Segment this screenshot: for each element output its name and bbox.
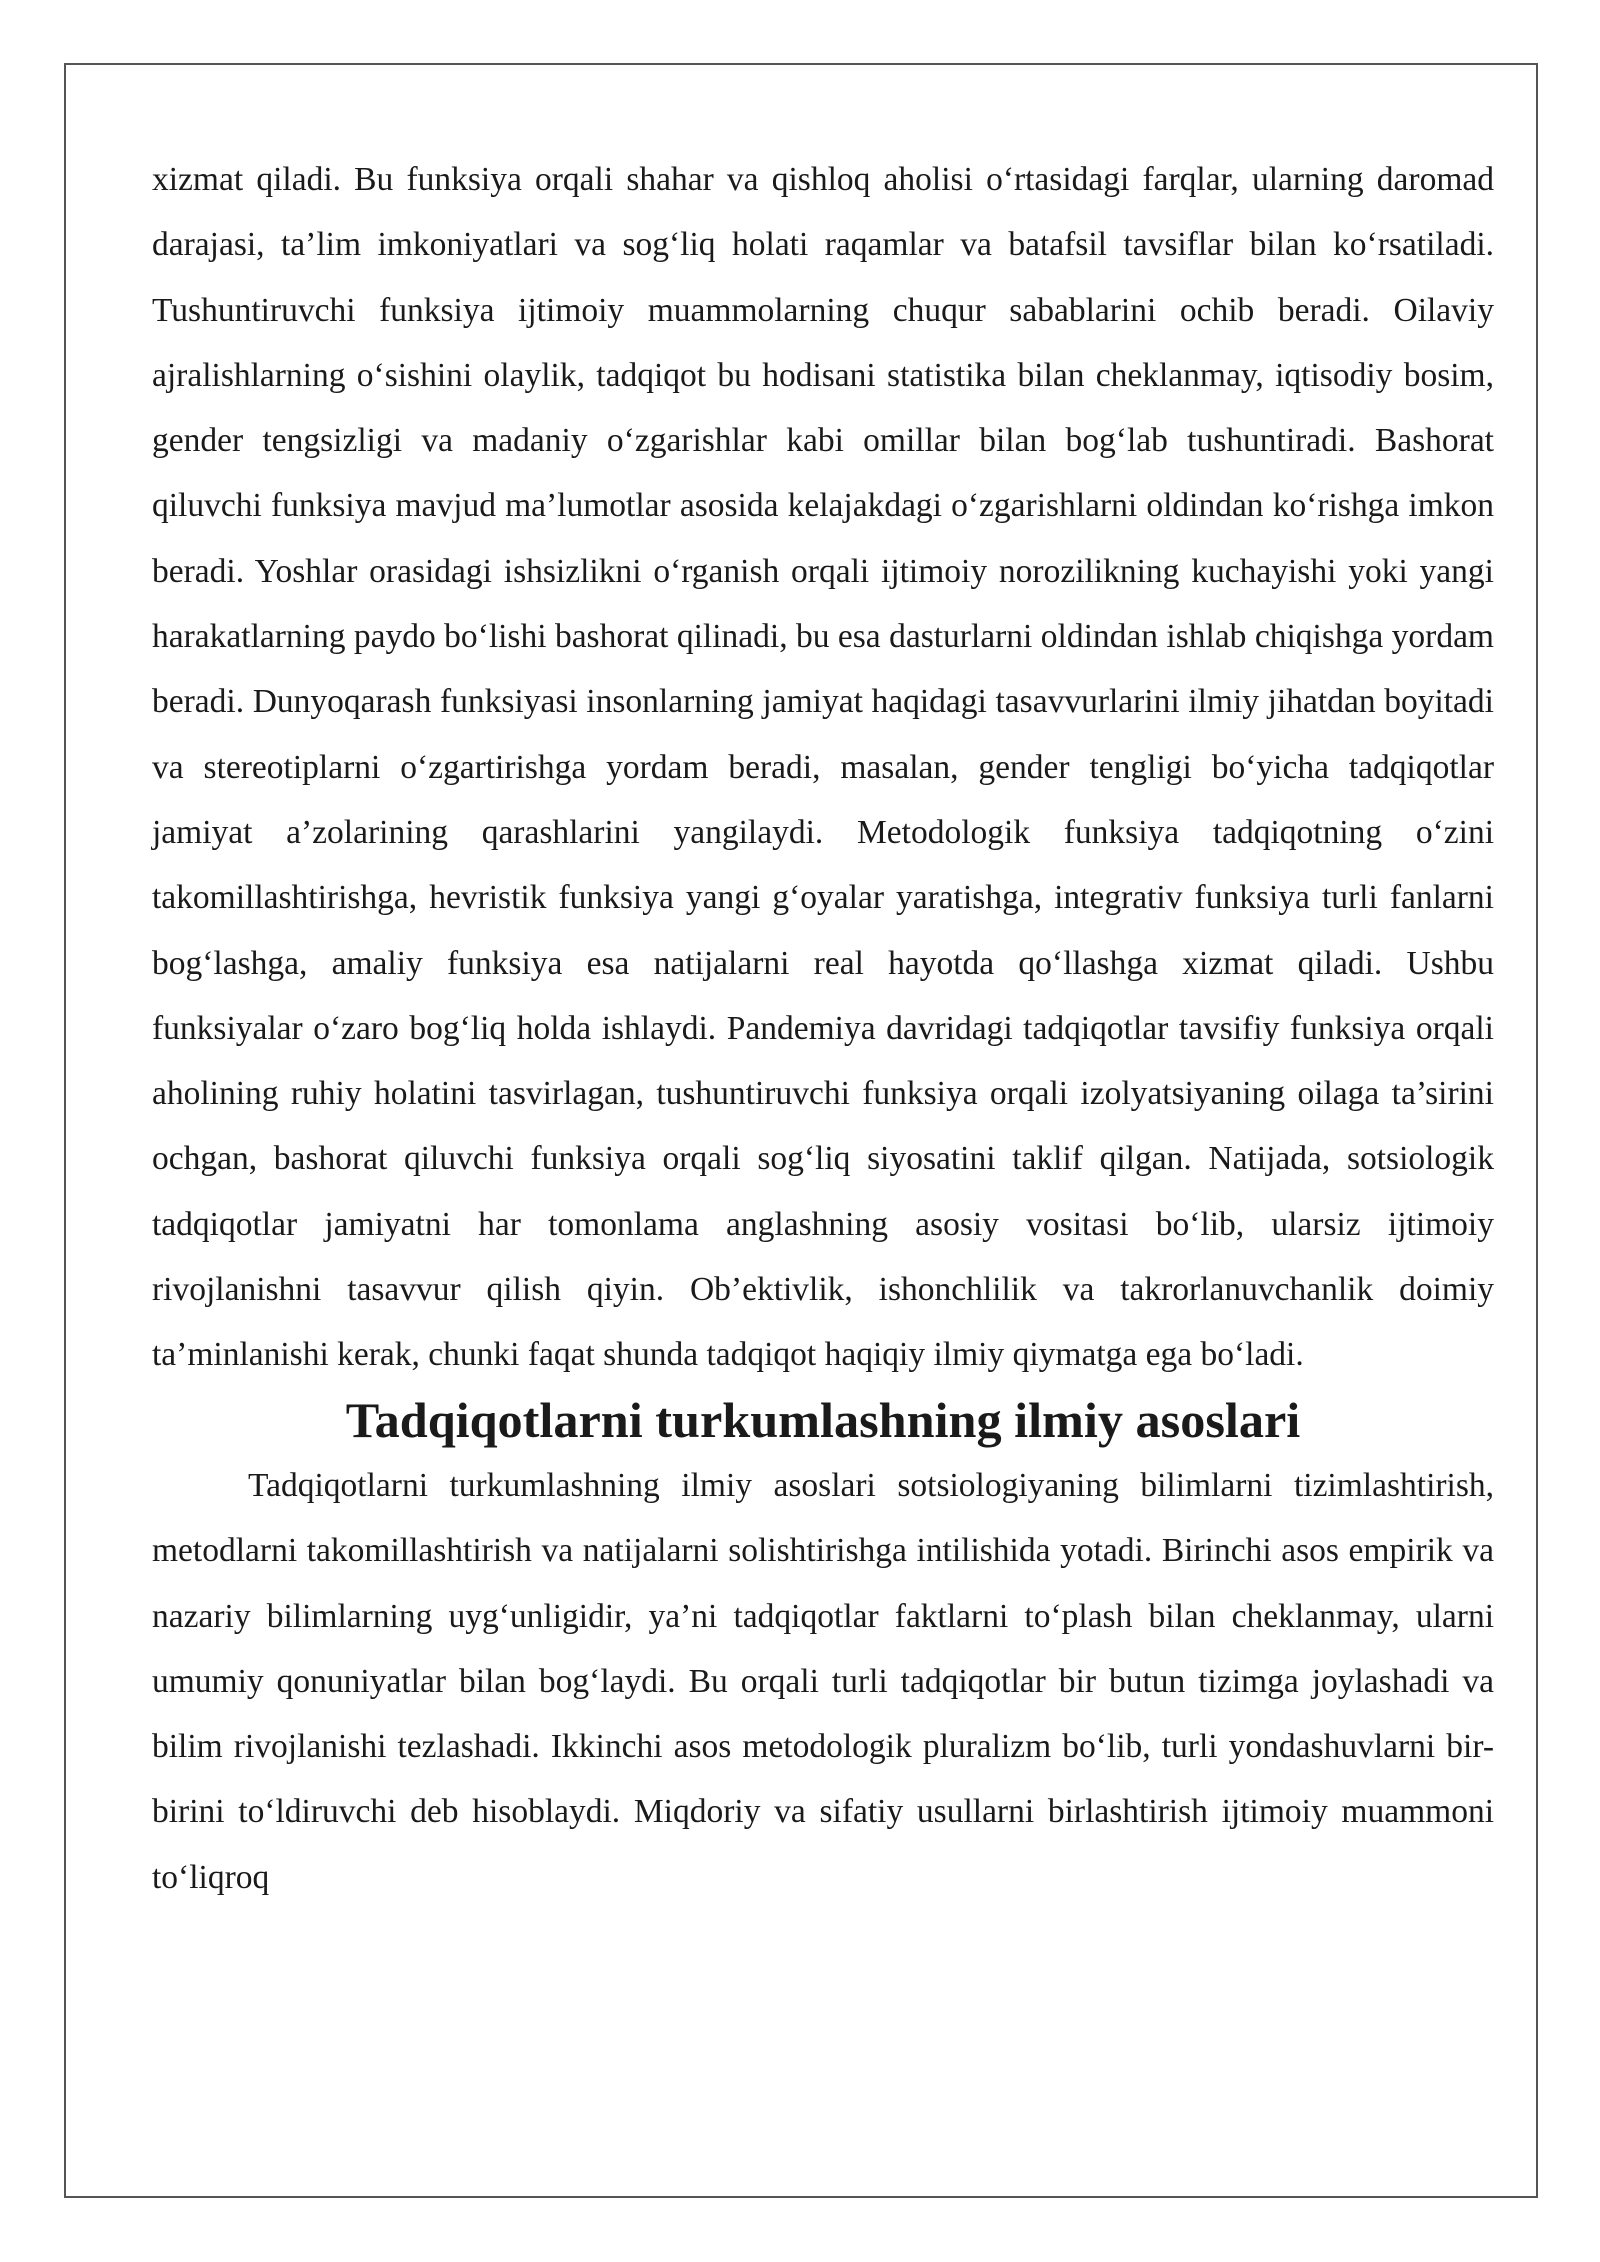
- body-paragraph: xizmat qiladi. Bu funksiya orqali shahar va qishloq aholisi o‘rtasidagi farqlar, ularning daromad darajasi, ta’lim imkoniyatlari va sog‘liq holati raqamlar va batafsil tavsiflar bilan ko‘rsatiladi. Tushuntiruvchi funksiya ijtimoiy muammolarning chuqur sabablarini ochib beradi. Oilaviy ajralishlarning o‘sishini olaylik, tadqiqot bu hodisani statistika bilan cheklanmay, iqtisodiy bosim, gender tengsizligi va madaniy o‘zgarishlar kabi omillar bilan bog‘lab tushuntiradi. Bashorat qiluvchi funksiya mavjud ma’lumotlar asosida kelajakdagi o‘zgarishlarni oldindan ko‘rishga imkon beradi. Yoshlar orasidagi ishsizlikni o‘rganish orqali ijtimoiy norozilikning kuchayishi yoki yangi harakatlarning paydo bo‘lishi bashorat qilinadi, bu esa dasturlarni oldindan ishlab chiqishga yordam beradi. Dunyoqarash funksiyasi insonlarning jamiyat haqidagi tasavvurlarini ilmiy jihatdan boyitadi va stereotiplarni o‘zgartirishga yordam beradi, masalan, gender tengligi bo‘yicha tadqiqotlar jamiyat a’zolarining qarashlarini yangilaydi. Metodologik funksiya tadqiqotning o‘zini takomillashtirishga, hevristik funksiya yangi g‘oyalar yaratishga, integrativ funksiya turli fanlarni bog‘lashga, amaliy funksiya esa natijalarni real hayotda qo‘llashga xizmat qiladi. Ushbu funksiyalar o‘zaro bog‘liq holda ishlaydi. Pandemiya davridagi tadqiqotlar tavsifiy funksiya orqali aholining ruhiy holatini tasvirlagan, tushuntiruvchi funksiya orqali izolyatsiyaning oilaga ta’sirini ochgan, bashorat qiluvchi funksiya orqali sog‘liq siyosatini taklif qilgan. Natijada, sotsiologik tadqiqotlar jamiyatni har tomonlama anglashning asosiy vositasi bo‘lib, ularsiz ijtimoiy rivojlanishni tasavvur qilish qiyin. Ob’ektivlik, ishonchlilik va takrorlanuvchanlik doimiy ta’minlanishi kerak, chunki faqat shunda tadqiqot haqiqiy ilmiy qiymatga ega bo‘ladi.: [152, 161, 1494, 1374]
- document-body: [152, 147, 1494, 1910]
- section-heading: Tadqiqotlarni turkumlashning ilmiy asoslari: [345, 1391, 1301, 1448]
- body-paragraph: Tadqiqotlarni turkumlashning ilmiy asoslari sotsiologiyaning bilimlarni tizimlashtirish, metodlarni takomillashtirish va natijalarni solishtirishga intilishida yotadi. Birinchi asos empirik va nazariy bilimlarning uyg‘unligidir, ya’ni tadqiqotlar faktlarni to‘plash bilan cheklanmay, ularni umumiy qonuniyatlar bilan bog‘laydi. Bu orqali turli tadqiqotlar bir butun tizimga joylashadi va bilim rivojlanishi tezlashadi. Ikkinchi asos metodologik pluralizm bo‘lib, turli yondashuvlarni bir-birini to‘ldiruvchi deb hisoblaydi. Miqdoriy va sifatiy usullarni birlashtirish ijtimoiy muammoni to‘liqroq: [152, 1466, 1494, 1896]
